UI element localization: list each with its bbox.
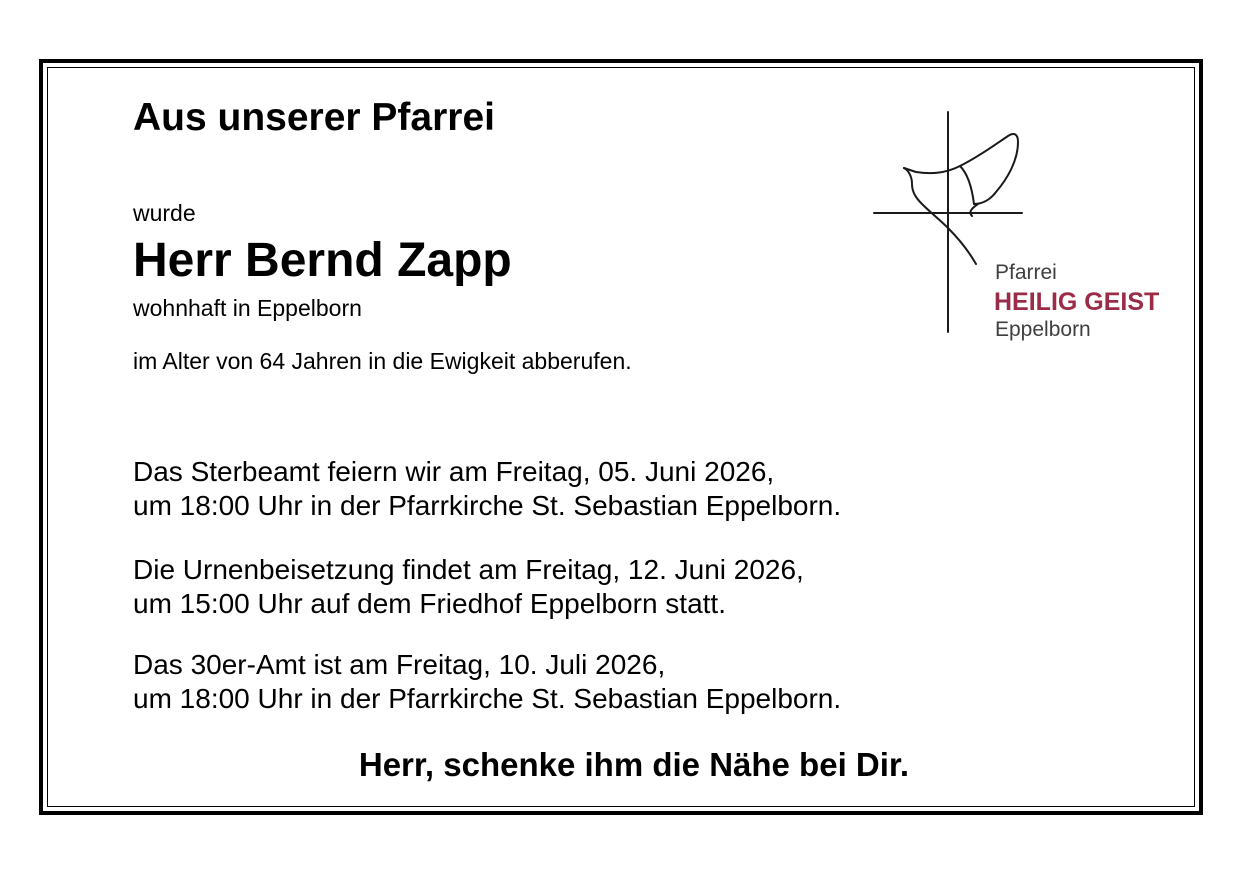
- logo-text-pfarrei: Pfarrei: [995, 261, 1057, 284]
- deceased-name: Herr Bernd Zapp: [133, 234, 512, 287]
- thirtieth-mass-line-2: um 18:00 Uhr in der Pfarrkirche St. Sebastian Eppelborn.: [133, 683, 842, 714]
- requiem-line-2: um 18:00 Uhr in der Pfarrkirche St. Sebastian Eppelborn.: [133, 490, 842, 521]
- residence-text: wohnhaft in Eppelborn: [133, 295, 362, 321]
- blessing-text: Herr, schenke ihm die Nähe bei Dir.: [358, 746, 910, 783]
- urn-burial-line-1: Die Urnenbeisetzung findet am Freitag, 12. Juni 2026,: [133, 554, 804, 585]
- parish-logo: [868, 108, 1188, 348]
- urn-burial-line-2: um 15:00 Uhr auf dem Friedhof Eppelborn statt.: [133, 588, 726, 619]
- intro-text: wurde: [133, 200, 196, 226]
- requiem-line-1: Das Sterbeamt feiern wir am Freitag, 05. Juni 2026,: [133, 456, 775, 487]
- thirtieth-mass-paragraph: [133, 648, 841, 716]
- urn-burial-paragraph: [133, 553, 804, 621]
- notice-heading: Aus unserer Pfarrei: [133, 96, 495, 139]
- logo-text-heilig-geist: HEILIG GEIST: [994, 288, 1160, 316]
- age-text: im Alter von 64 Jahren in die Ewigkeit abberufen.: [133, 348, 632, 374]
- logo-text-eppelborn: Eppelborn: [995, 318, 1091, 341]
- thirtieth-mass-line-1: Das 30er-Amt ist am Freitag, 10. Juli 2026,: [133, 649, 666, 680]
- requiem-paragraph: [133, 455, 841, 523]
